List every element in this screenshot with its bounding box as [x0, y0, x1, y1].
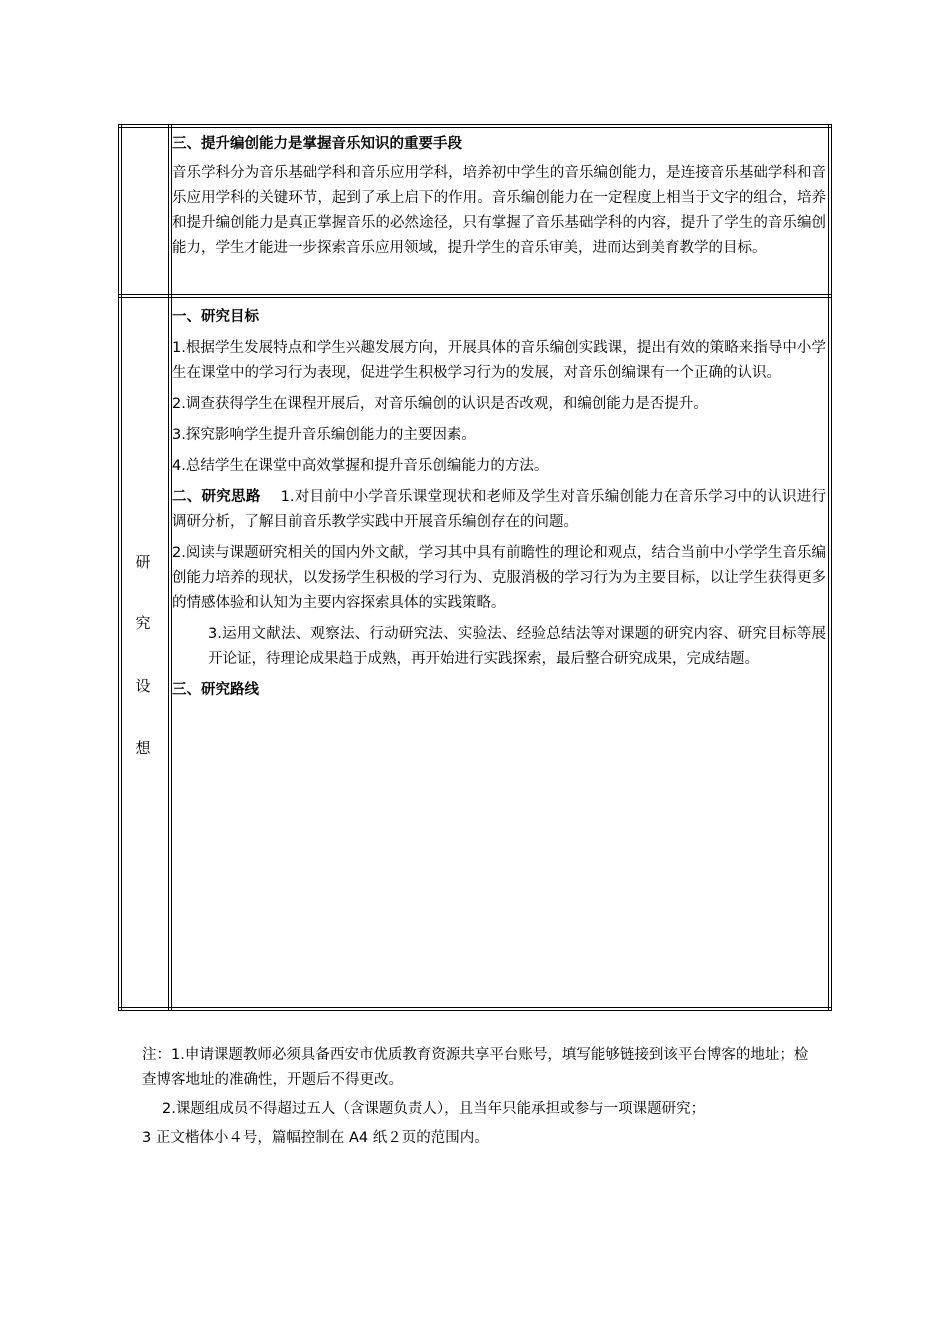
section2-cell [172, 305, 826, 703]
goal-item-2: 2.调查获得学生在课程开展后，对音乐编创的认识是否改观，和编创能力是否提升。 [172, 396, 708, 412]
note-line-2: 2.课题组成员不得超过五人（含课题负责人），且当年只能承担或参与一项课题研究； [162, 1101, 706, 1117]
table-border-top-inner [118, 127, 832, 128]
footnotes [142, 1043, 822, 1151]
goal-item-4: 4.总结学生在课堂中高效掌握和提升音乐创编能力的方法。 [172, 458, 549, 474]
section1-body: 音乐学科分为音乐基础学科和音乐应用学科，培养初中学生的音乐编创能力，是连接音乐基础学科和音乐应用学科的关键环节，起到了承上启下的作用。音乐编创能力在一定程度上相当于文字的组合，培养和提升编创能力是真正掌握音乐的必然途径，只有掌握了音乐基础学科的内容，提升了学生的音乐编创能力，学生才能进一步探索音乐应用领域，提升学生的音乐审美，进而达到美育教学的目标。 [172, 165, 826, 256]
table-border-right-inner [828, 124, 829, 1011]
row-divider [118, 294, 832, 295]
section1-cell [172, 132, 826, 261]
ideas-item-2: 2.阅读与课题研究相关的国内外文献，学习其中具有前瞻性的理论和观点，结合当前中小学学生音乐编创能力培养的现状，以发扬学生积极的学习行为、克服消极的学习行为为主要目标，以让学生获得更多的情感体验和认知为主要内容探索具体的实践策略。 [172, 545, 826, 611]
table-border-right [831, 124, 832, 1011]
table-border-top [118, 124, 832, 125]
table-border-bottom [118, 1007, 832, 1008]
row-label-char-1: 研 [135, 553, 151, 571]
note-line-1: 注：1.申请课题教师必须具备西安市优质教育资源共享平台账号，填写能够链接到该平台博客的地址；检查博客地址的准确性，开题后不得更改。 [142, 1047, 809, 1088]
table-border-bottom-inner [118, 1010, 832, 1011]
ideas-heading: 二、研究思路 [172, 489, 261, 505]
proposal-table [118, 124, 832, 1011]
goal-item-1: 1.根据学生发展特点和学生兴趣发展方向，开展具体的音乐编创实践课，提出有效的策略来指导中小学生在课堂中的学习行为表现，促进学生积极学习行为的发展，对音乐创编课有一个正确的认识。 [172, 340, 826, 381]
ideas-paragraph-1 [172, 485, 826, 535]
row-label-char-3: 设 [135, 677, 151, 695]
note-line-3: 3 正文楷体小４号，篇幅控制在 A4 纸２页的范围内。 [142, 1130, 489, 1146]
row-label-char-4: 想 [135, 739, 151, 757]
row-divider-inner [118, 297, 832, 298]
section1-heading: 三、提升编创能力是掌握音乐知识的重要手段 [172, 136, 462, 152]
column-divider [168, 124, 169, 1011]
ideas-item-1: 1.对目前中小学音乐课堂现状和老师及学生对音乐编创能力在音乐学习中的认识进行调研分析，了解目前音乐教学实践中开展音乐编创存在的问题。 [172, 489, 826, 530]
goals-heading: 一、研究目标 [172, 309, 259, 325]
route-heading: 三、研究路线 [172, 682, 259, 698]
row-label-char-2: 究 [135, 614, 151, 632]
goal-item-3: 3.探究影响学生提升音乐编创能力的主要因素。 [172, 427, 476, 443]
ideas-item-3: 3.运用文献法、观察法、行动研究法、实验法、经验总结法等对课题的研究内容、研究目标等展开论证，待理论成果趋于成熟，再开始进行实践探索，最后整合研究成果，完成结题。 [208, 626, 826, 667]
